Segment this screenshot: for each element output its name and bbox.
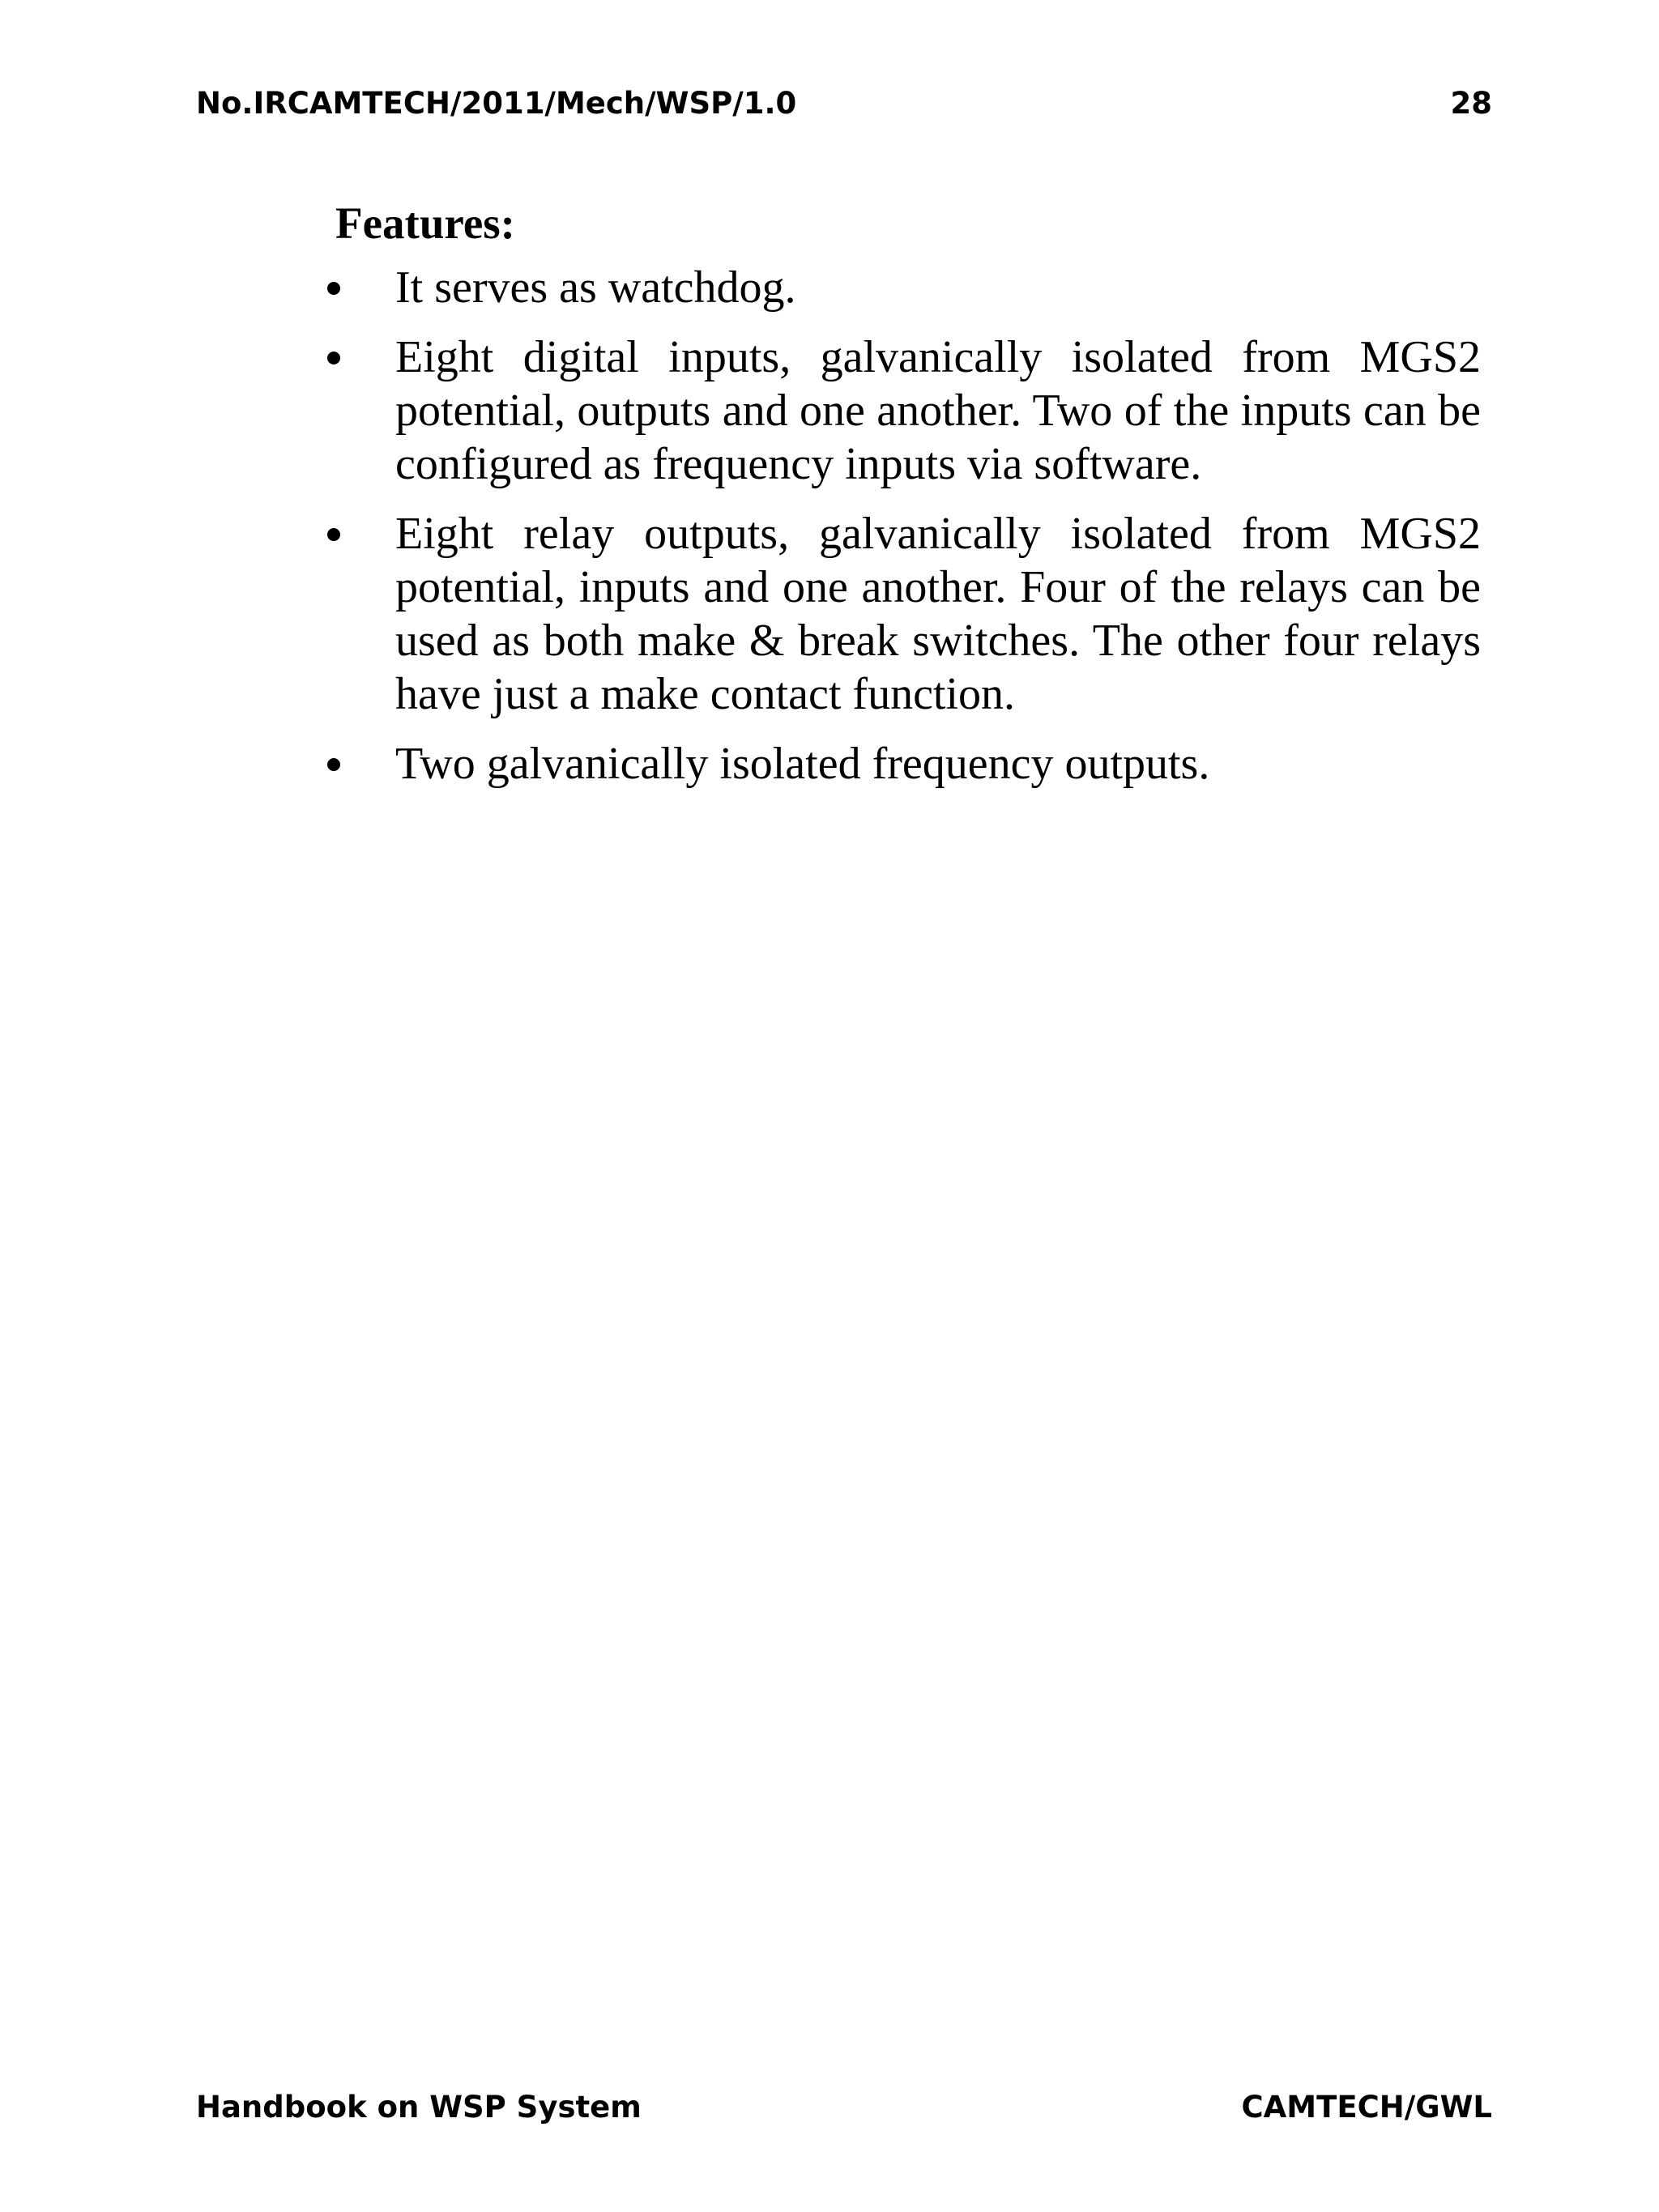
document-number: No.IRCAMTECH/2011/Mech/WSP/1.0 [196,86,797,121]
list-item-text: Eight digital inputs, galvanically isolated from MGS2 potential, outputs and one another. Two of the inputs can be configured as frequency inputs via software. [395,332,1481,489]
list-item-text: Two galvanically isolated frequency outputs. [395,739,1210,789]
list-item [327,330,1481,491]
feature-list [327,261,1481,791]
bullet-icon [327,528,340,541]
bullet-icon [327,758,340,771]
footer-title: Handbook on WSP System [196,2090,642,2125]
section-heading: Features: [335,198,515,248]
footer-organization: CAMTECH/GWL [1241,2090,1492,2125]
list-item [327,261,1481,314]
list-item-text: It serves as watchdog. [395,262,796,313]
page-number: 28 [1450,86,1492,121]
list-item-text: Eight relay outputs, galvanically isolated from MGS2 potential, inputs and one another. Four of the relays can be used as both make & break switches. The other four relays have just a make contact function. [395,509,1481,719]
list-item [327,737,1481,791]
bullet-icon [327,282,340,295]
bullet-icon [327,352,340,364]
list-item [327,507,1481,721]
page-content [327,194,1481,807]
